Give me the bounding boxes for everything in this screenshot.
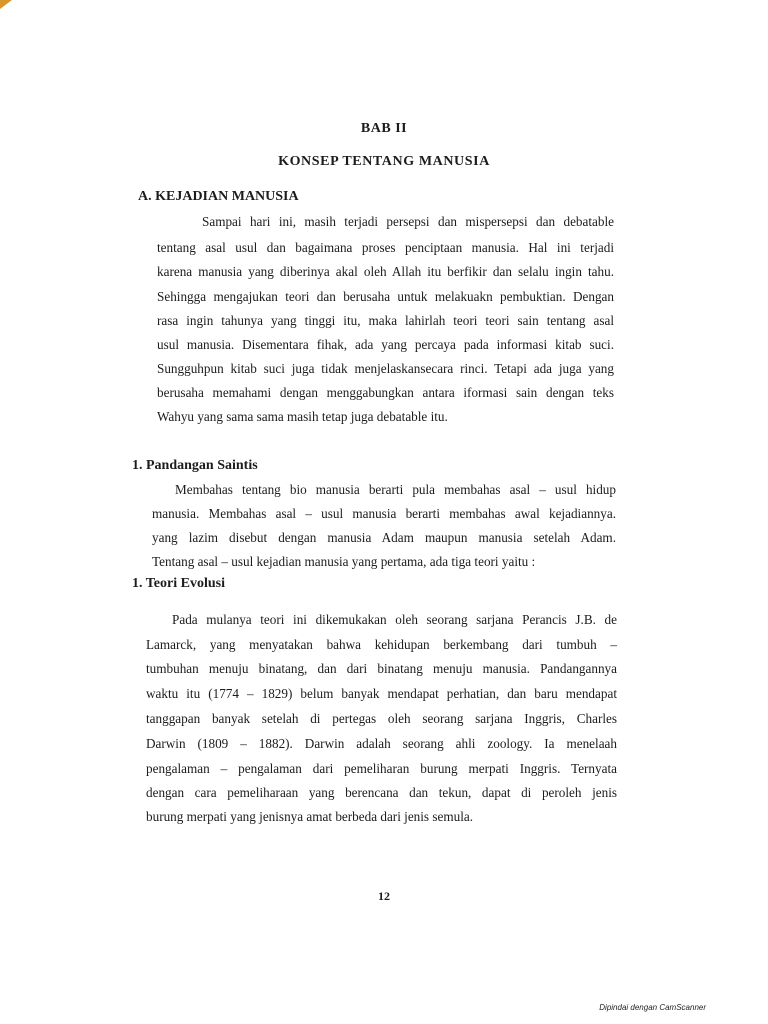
paragraph-line: dengan cara pemeliharaan yang berencana dan tekun, dapat di peroleh jenis (146, 785, 617, 800)
scanner-watermark: Dipindai dengan CamScanner (599, 1003, 706, 1012)
paragraph-line: Wahyu yang sama sama masih tetap juga debatable itu. (157, 409, 448, 424)
paragraph-line: Pada mulanya teori ini dikemukakan oleh seorang sarjana Perancis J.B. de (172, 612, 617, 627)
paragraph-line: Lamarck, yang menyatakan bahwa kehidupan berkembang dari tumbuh – (146, 637, 617, 652)
page-number: 12 (378, 889, 390, 903)
paragraph-line: yang lazim disebut dengan manusia Adam maupun manusia setelah Adam. (152, 530, 616, 545)
paragraph-line: manusia. Membahas asal – usul manusia berarti membahas awal kejadiannya. (152, 506, 616, 521)
section-1-heading: 1. Pandangan Saintis (132, 458, 258, 473)
paragraph-line: pengalaman – pengalaman dari pemeliharan burung merpati Inggris. Ternyata (146, 761, 617, 776)
paragraph-line: tentang asal usul dan bagaimana proses penciptaan manusia. Hal ini terjadi (157, 240, 614, 255)
section-a-heading: A. KEJADIAN MANUSIA (138, 189, 299, 204)
paragraph-line: burung merpati yang jenisnya amat berbeda dari jenis semula. (146, 809, 474, 824)
paragraph-line: tanggapan banyak setelah di pertegas oleh seorang sarjana Inggris, Charles (146, 711, 617, 726)
paragraph-line: waktu itu (1774 – 1829) belum banyak mendapat perhatian, dan baru mendapat (146, 686, 617, 701)
chapter-label: BAB II (360, 121, 408, 136)
chapter-title: KONSEP TENTANG MANUSIA (278, 154, 490, 169)
paragraph-line: Sehingga mengajukan teori dan berusaha untuk melakuakn pembuktian. Dengan (157, 289, 614, 304)
paragraph-line: berusaha memahami dengan menggabungkan antara iformasi sain dengan teks (157, 385, 614, 400)
paragraph-line: tumbuhan menuju binatang, dan dari binatang menuju manusia. Pandangannya (146, 661, 617, 676)
paragraph-line: Sungguhpun kitab suci juga tidak menjelaskansecara rinci. Tetapi ada juga yang (157, 361, 614, 376)
paragraph-line: karena manusia yang diberinya akal oleh Allah itu berfikir dan selalu ingin tahu. (157, 264, 614, 279)
paragraph-line: Tentang asal – usul kejadian manusia yang pertama, ada tiga teori yaitu : (152, 554, 536, 569)
scan-corner-mark (0, 0, 12, 9)
paragraph-line: Darwin (1809 – 1882). Darwin adalah seorang ahli zoology. Ia menelaah (146, 736, 617, 751)
section-2-heading: 1. Teori Evolusi (132, 576, 225, 591)
paragraph-line: usul manusia. Disementara fihak, ada yang percaya pada informasi kitab suci. (157, 337, 614, 352)
paragraph-line: Sampai hari ini, masih terjadi persepsi dan mispersepsi dan debatable (202, 214, 614, 229)
paragraph-line: rasa ingin tahunya yang tinggi itu, maka lahirlah teori teori sain tentang asal (157, 313, 614, 328)
paragraph-line: Membahas tentang bio manusia berarti pula membahas asal – usul hidup (175, 482, 616, 497)
